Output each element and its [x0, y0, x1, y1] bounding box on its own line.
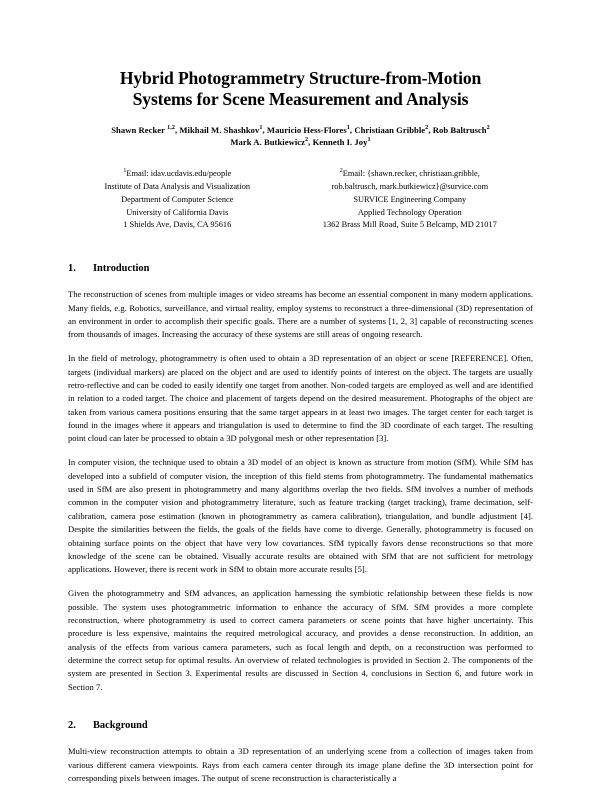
page-title: [68, 68, 533, 111]
paragraph: Given the photogrammetry and SfM advances, an application harnessing the symbiotic relationship between these fields is now possible. The system uses photogrammetric information to enhance the accuracy of SfM. SfM provides a more complete reconstruction, where photogrammetry is used to correct camera parameters or scene points that have higher uncertainty. This procedure is less expensive, maintains the required metrological accuracy, and provides a dense reconstruction. In addition, an analysis of the effects from various camera parameters, such as focal length and depth, on a reconstruction was performed to determine the correct setup for optimal results. An overview of related technologies is provided in Section 2. The components of the system are presented in Section 3. Experimental results are discussed in Section 4, conclusions in Section 6, and future work in Section 7.: [68, 588, 533, 692]
author-line-1: Shawn Recker $^{1,2}$, Mikhail M. Shashkov$^1$, Mauricio Hess-Flores$^1$, Christiaan Gribble$^2$, Rob Baltrusch$^2$: [111, 124, 490, 135]
paragraph: Multi-view reconstruction attempts to obtain a 3D representation of an underlying scene from a collection of images taken from various different camera viewpoints. Rays from each camera center through its image plane define the 3D intersection point for corresponding pixels between images. The output of scene reconstruction is characteristically a: [68, 746, 533, 783]
section-heading-background: [68, 720, 533, 731]
section-number-2: 2.: [68, 720, 76, 732]
title-line-2: Systems for Scene Measurement and Analysis: [132, 89, 469, 110]
affiliation-right: [287, 168, 533, 232]
title-line-1: Hybrid Photogrammetry Structure-from-Motion: [119, 68, 482, 88]
section-title-2: Background: [93, 720, 148, 732]
affiliation-left-line-2: Department of Computer Science: [121, 194, 234, 204]
section-number-1: 1.: [68, 263, 76, 275]
author-list: [68, 124, 533, 148]
affiliation-right-line-1: SURVICE Engineering Company: [353, 194, 467, 204]
section-title-1: Introduction: [93, 263, 150, 275]
affiliation-left-line-4: 1 Shields Ave, Davis, CA 95616: [123, 220, 232, 230]
author-line-2: Mark A. Butkiewicz$^2$, Kenneth I. Joy$^1$: [230, 136, 371, 148]
affiliation-right-line-2: Applied Technology Operation: [357, 207, 462, 217]
affiliation-left-email: $^1$Email: idav.ucdavis.edu/people: [123, 168, 232, 179]
paragraph: In computer vision, the technique used to obtain a 3D model of an object is known as structure from motion (SfM). While SfM has developed into a subfield of computer vision, the inception of this field stems from photogrammetry. The fundamental mathematics used in SfM are also present in photogrammetry and many algorithms overlap the two fields. SfM involves a number of methods common in the computer vision and photogrammetry literature, such as feature tracking (target tracking), frame decimation, self-calibration, camera pose estimation (known in photogrammetry as camera calibration), triangulation, and bundle adjustment [4]. Despite the similarities between the fields, the goals of the fields have come to diverge. Generally, photogrammetry is focused on obtaining surface points on the object that have very low covariances. SfM typically favors dense reconstructions so that more knowledge of the scene can be obtained. Visually accurate results are obtained with SfM that are not sufficient for metrology applications. However, there is recent work in SfM to obtain more accurate results [5].: [68, 457, 533, 575]
affiliation-right-line-3: 1362 Brass Mill Road, Suite 5 Belcamp, MD 21017: [322, 220, 497, 230]
section-heading-introduction: [68, 263, 533, 274]
affiliation-left-line-3: University of California Davis: [126, 207, 229, 217]
affiliation-left-line-1: Institute of Data Analysis and Visualization: [104, 182, 251, 192]
paragraph: The reconstruction of scenes from multiple images or video streams has become an essential component in many modern applications. Many fields, e.g. Robotics, surveillance, and virtual reality, employ systems to reconstruct a three-dimensional (3D) representation of an environment in order to accomplish their specific goals. There are a number of systems [1, 2, 3] capable of reconstructing scenes from thousands of images. Increasing the accuracy of these systems are still areas of ongoing research.: [68, 289, 533, 340]
affiliation-block: [68, 168, 533, 232]
affiliation-left: [68, 168, 287, 232]
affiliation-right-email-line-2: rob.baltrusch, mark.butkiewicz}@survice.com: [331, 182, 489, 192]
affiliation-right-email-line-1: $^2$Email: {shawn.recker, christiaan.gribble,: [339, 168, 480, 179]
paragraph: In the field of metrology, photogrammetry is often used to obtain a 3D representation of an object or scene [REFERENCE]. Often, targets (individual markers) are placed on the object and are used to identify points of interest on the object. The targets are usually retro-reflective and can be coded to easily identify one target from another. Non-coded targets are employed as well and are identified in relation to a coded target. The choice and placement of targets depend on the desired measurement. Photographs of the object are taken from various camera positions ensuring that the same target appears in at least two images. The target center for each target is found in the images where it appears and triangulation is used to determine to find the 3D coordinate of each target. The resulting point cloud can later be processed to obtain a 3D polygonal mesh or other representation [3].: [68, 353, 533, 444]
